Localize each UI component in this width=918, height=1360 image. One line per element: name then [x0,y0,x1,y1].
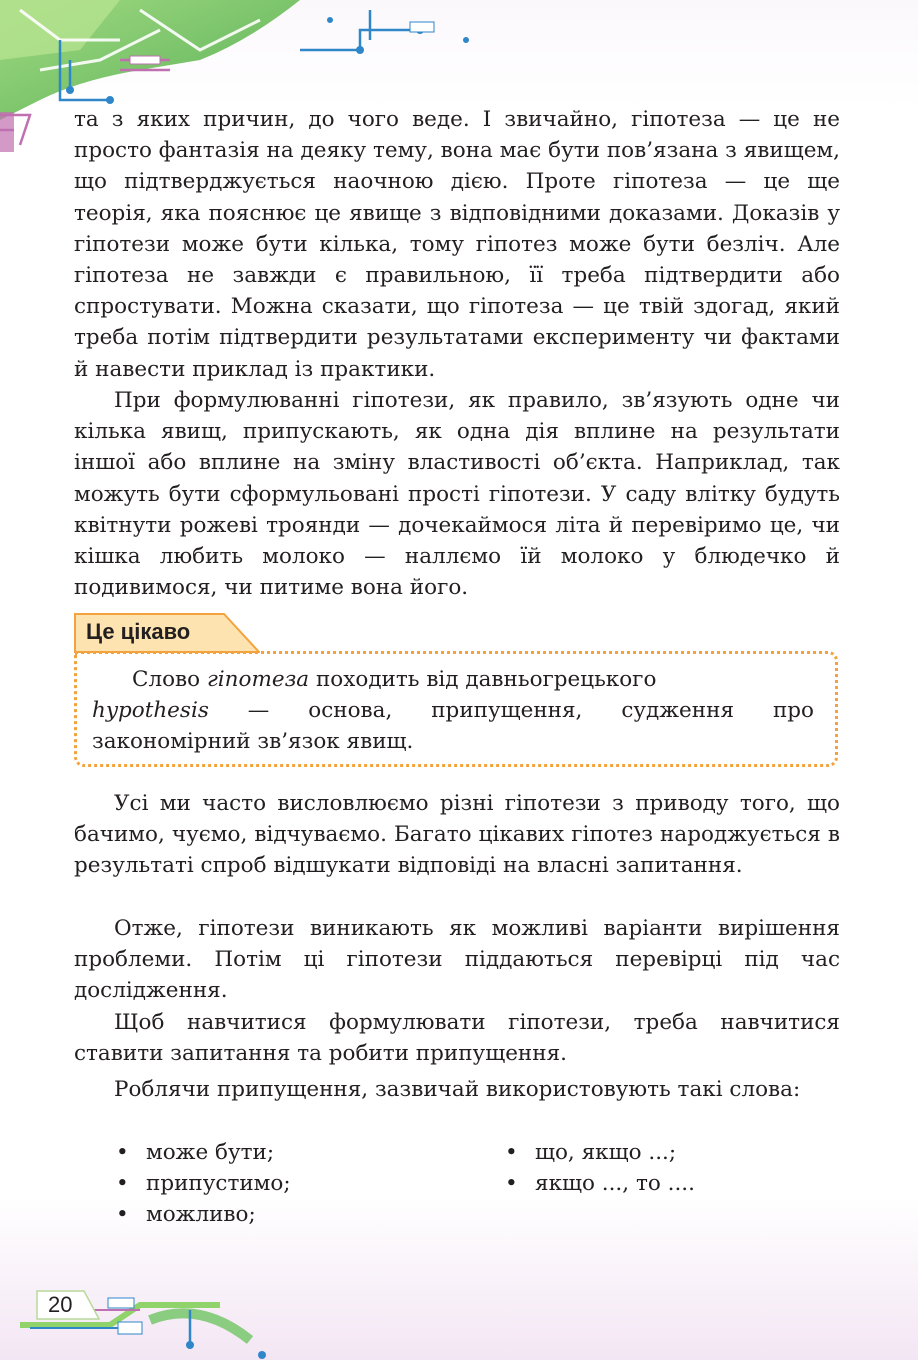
callout-text-middle: походить від давньогрецького [309,667,657,692]
paragraph-4-block [74,913,840,1007]
callout-text [92,664,814,758]
callout-title: Це цікаво [86,619,191,644]
paragraph-2: При формулюванні гіпотези, як правило, зв’язують одне чи кілька явищ, припускають, як одна дія вплине на результати іншої або вплине на зміну властивості об’єкта. Наприклад, так можуть бути сформульовані прості гіпотези. У саду влітку будуть квітнути рожеві троянди — дочекаймося літа й перевіримо це, чи кішка любить молоко — наллємо їй молоко у блюдечко й подивимося, чи питиме вона його. [74,388,840,601]
paragraph-5-block [74,1007,840,1069]
callout-text-after: — основа, припущення, судження про закономірний зв’язок явищ. [92,698,814,755]
paragraph-4: Отже, гіпотези виникають як можливі варіанти вирішення проблеми. Потім ці гіпотези піддаються перевірці під час дослідження. [74,916,840,1004]
paragraph-5: Щоб навчитися формулювати гіпотези, треба навчитися ставити запитання та робити припущення. [74,1010,840,1067]
callout-text-before: Слово [132,667,207,692]
paragraph-3-block [74,788,840,882]
bullet-item-right-1: • що, якщо ...; [505,1140,677,1165]
paragraph-3: Усі ми часто висловлюємо різні гіпотези з приводу того, що бачимо, чуємо, відчуваємо. Багато цікавих гіпотез народжується в результаті спроб відшукати відповіді на власні запитання. [74,791,840,879]
paragraph-6-block [74,1074,840,1105]
bullet-item-left-3: • можливо; [116,1202,256,1227]
bullet-item-left-2: • припустимо; [116,1171,291,1196]
callout-tab [74,612,260,653]
bullet-item-left-1: • може бути; [116,1140,275,1165]
page-number: 20 [48,1292,73,1317]
paragraph-2-block [74,385,840,603]
paragraph-6: Роблячи припущення, зазвичай використовують такі слова: [114,1077,801,1102]
paragraph-1-block [74,104,840,385]
paragraph-1: та з яких причин, до чого веде. І звичайно, гіпотеза — це не просто фантазія на деяку тему, вона має бути пов’язана з явищем, що підтверджується наочною дією. Проте гіпотеза — це ще теорія, яка пояснює це явище з відповідними доказами. Доказів у гіпотези може бути кілька, тому гіпотез може бути безліч. Але гіпотеза не завжди є правильною, її треба підтвердити або спростувати. Можна сказати, що гіпотеза — це твій здогад, який треба потім підтвердити результатами експерименту чи фактами й навести приклад із практики. [74,107,840,382]
callout-term: гіпотеза [206,667,310,692]
callout-term-en: hypothesis [92,698,209,724]
bullet-item-right-2: • якщо ..., то .... [505,1171,695,1196]
